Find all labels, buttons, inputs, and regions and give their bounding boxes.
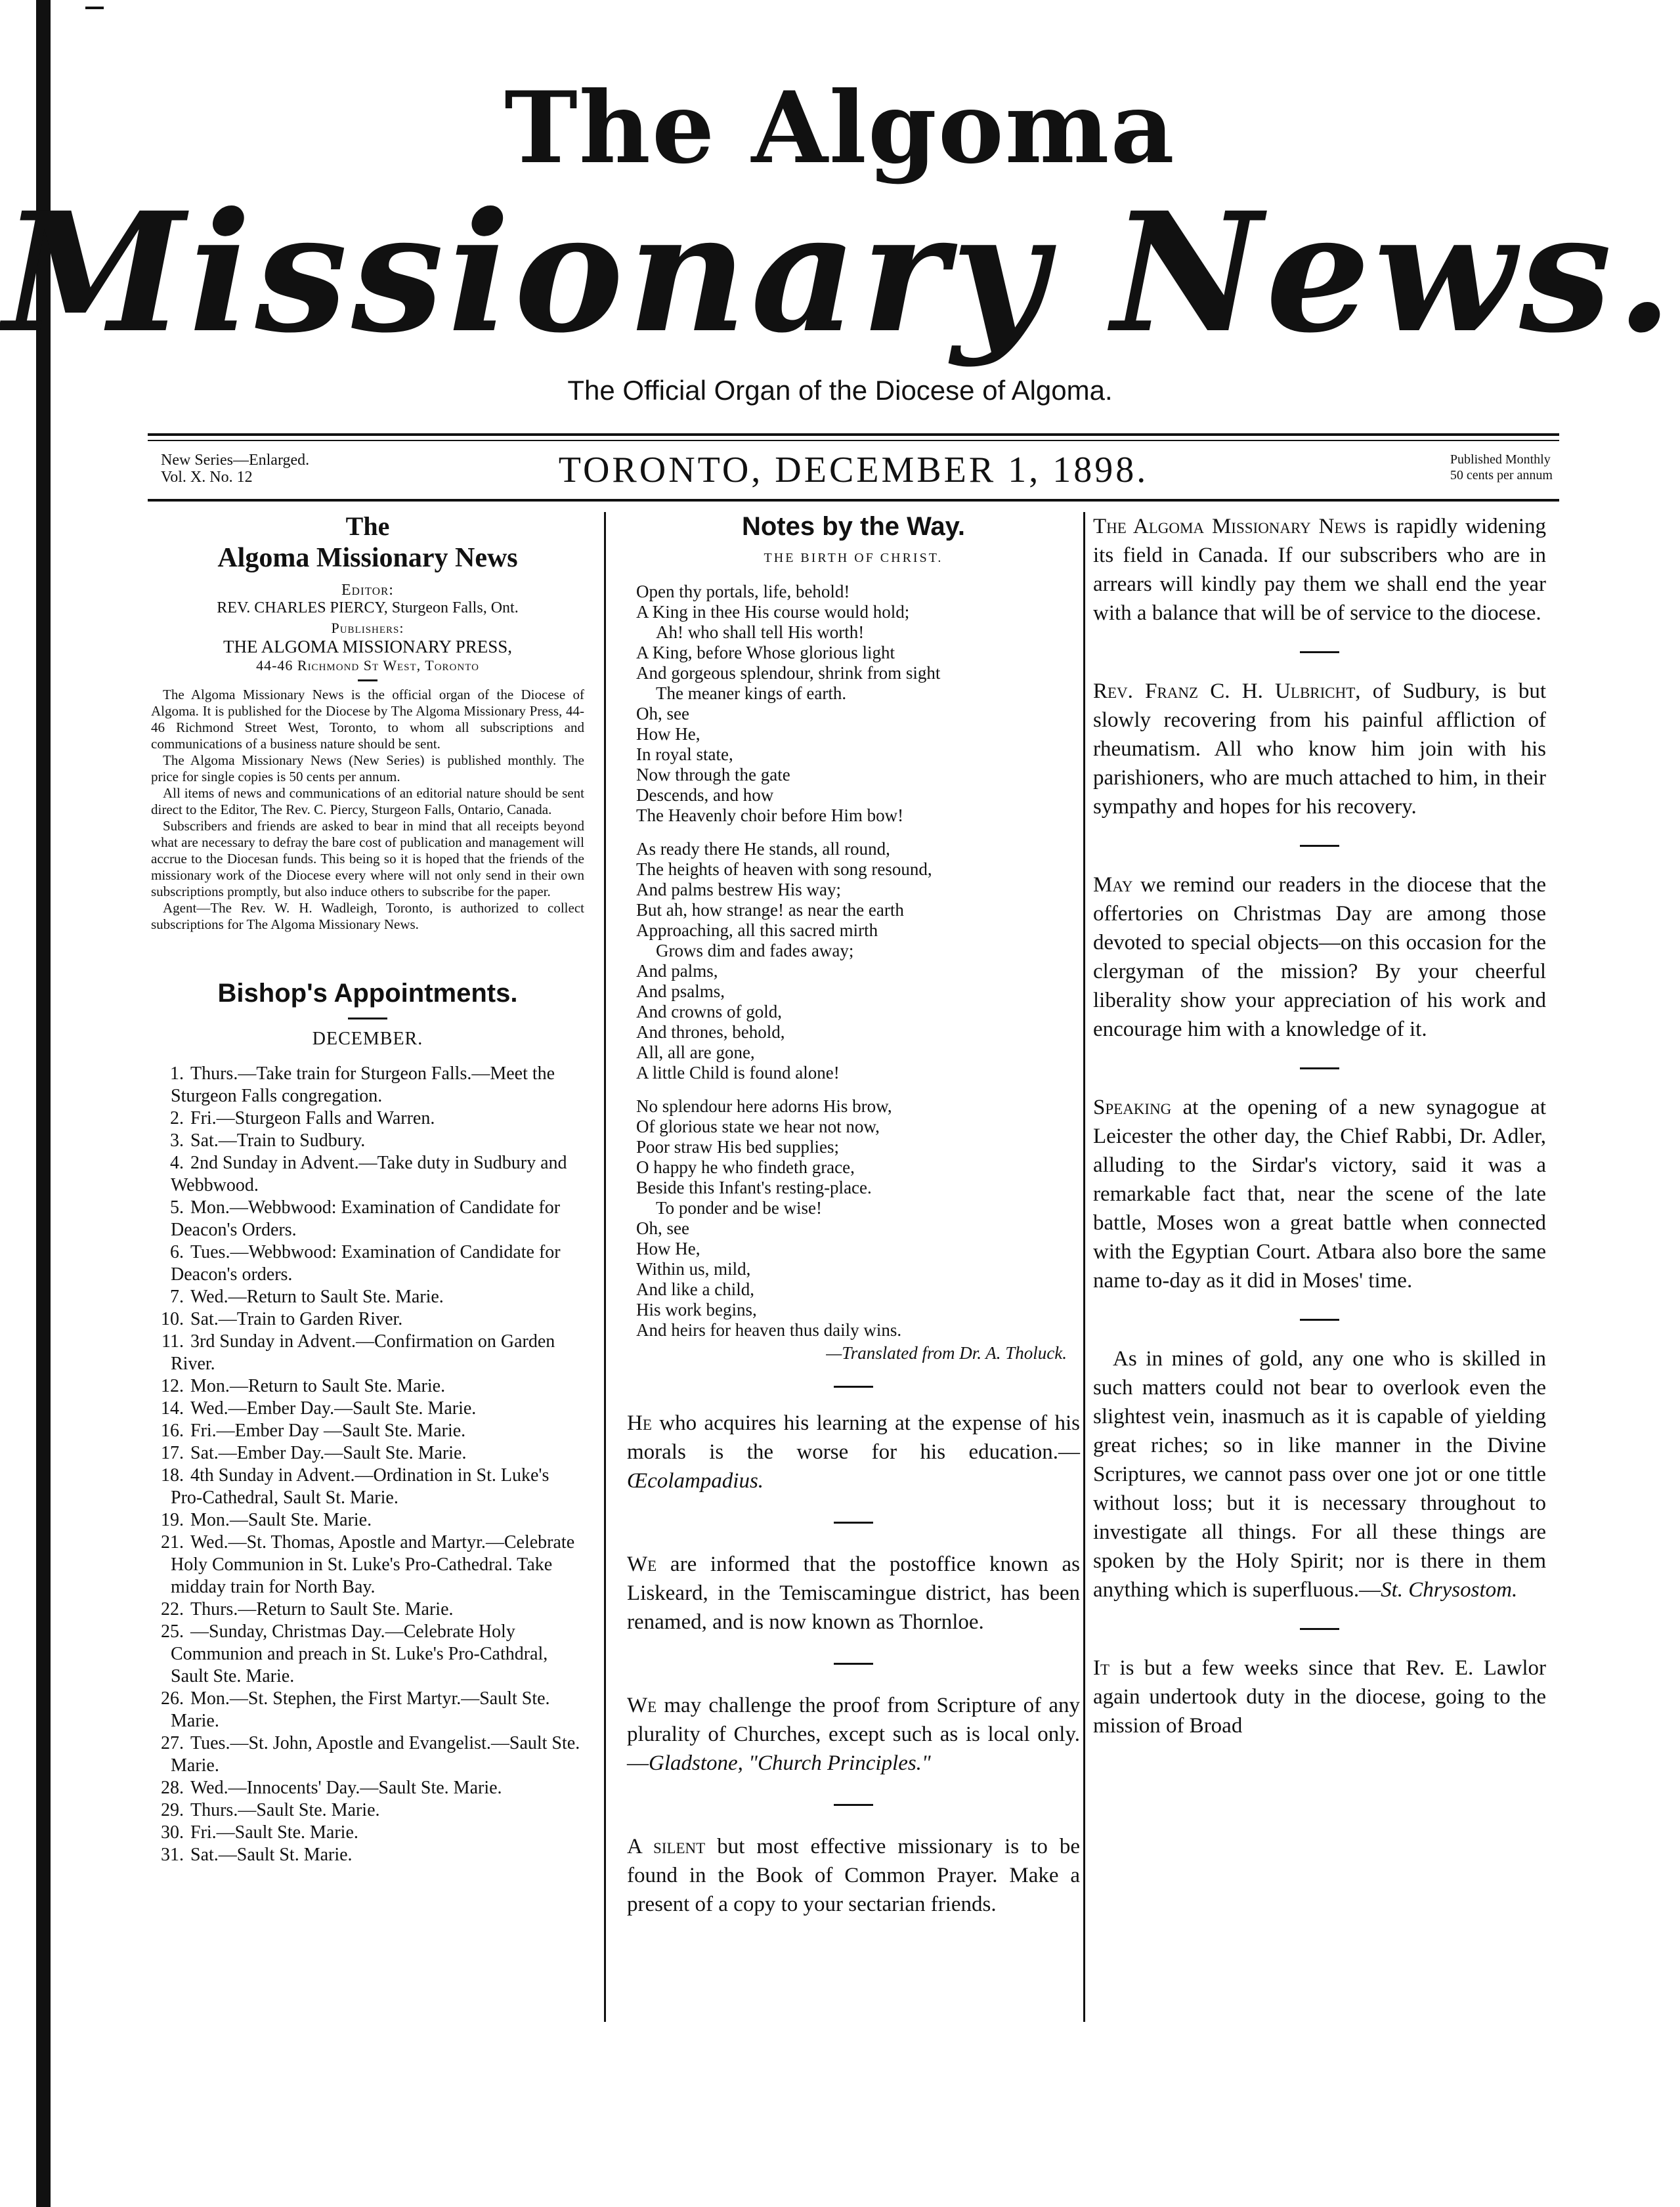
appointment-text: Fri.—Ember Day —Sault Ste. Marie. <box>190 1421 466 1441</box>
appointment-text: Sat.—Train to Sudbury. <box>190 1130 366 1151</box>
paragraph-subscribers <box>1093 512 1546 628</box>
poem-title: THE BIRTH OF CHRIST. <box>764 551 943 565</box>
lead-word: The Algoma Missionary News <box>1093 515 1366 538</box>
appointment-text: Thurs.—Sault Ste. Marie. <box>190 1800 380 1820</box>
heading-divider <box>348 1018 387 1019</box>
poem-line: No splendour here adorns His brow, <box>636 1096 892 1116</box>
section-divider <box>1300 845 1339 847</box>
subscription-price: 50 cents per annum <box>1450 468 1553 482</box>
poem-line: Oh, see <box>636 1218 689 1238</box>
appointment-item <box>151 1844 584 1866</box>
appointment-item <box>151 1509 584 1532</box>
lead-word: Speaking <box>1093 1096 1172 1119</box>
box-paragraph: The Algoma Missionary News (New Series) is published monthly. The price for single copies is 50 cents per annum. <box>151 752 584 784</box>
appointments-list <box>151 1063 584 1866</box>
appointment-item <box>151 1442 584 1465</box>
appointment-text: Mon.—Return to Sault Ste. Marie. <box>190 1376 446 1396</box>
appointment-item <box>151 1398 584 1420</box>
appointment-date: 5. <box>170 1197 184 1218</box>
box-paragraph: Agent—The Rev. W. H. Wadleigh, Toronto, is authorized to collect subscriptions for The Algoma Missionary News. <box>151 900 584 932</box>
poem-line: A little Child is found alone! <box>636 1063 840 1082</box>
appointment-text: Sat.—Ember Day.—Sault Ste. Marie. <box>190 1443 467 1463</box>
appointment-item <box>151 1732 584 1777</box>
section-divider <box>1300 651 1339 653</box>
box-paragraph: The Algoma Missionary News is the official organ of the Diocese of Algoma. It is published for the Diocese by The Algoma Missionary Press, 44-46 Richmond Street West, Toronto, to whom all subscriptions and communications of a business nature should be sent. <box>151 687 584 752</box>
appointment-date: 16. <box>161 1421 184 1441</box>
poem-line: To ponder and be wise! <box>656 1198 823 1218</box>
appointment-item <box>151 1799 584 1822</box>
paragraph-body: who acquires his learning at the expense of his morals is the worse for his education.— <box>627 1411 1080 1464</box>
section-divider <box>834 1522 873 1524</box>
poem-line: And heirs for heaven thus daily wins. <box>636 1320 902 1340</box>
appointment-date: 11. <box>162 1331 184 1352</box>
appointment-date: 14. <box>161 1398 184 1419</box>
appointment-item <box>151 1286 584 1308</box>
poem-line: Grows dim and fades away; <box>656 941 854 960</box>
poem-line: The Heavenly choir before Him bow! <box>636 805 904 825</box>
appointment-text: Mon.—St. Stephen, the First Martyr.—Sault Ste. Marie. <box>171 1688 550 1731</box>
paragraph-offertories <box>1093 870 1546 1044</box>
appointment-text: Mon.—Sault Ste. Marie. <box>190 1510 372 1530</box>
appointment-item <box>151 1375 584 1398</box>
poem-line: All, all are gone, <box>636 1042 755 1062</box>
lead-word: A silent <box>627 1835 706 1858</box>
appointment-date: 2. <box>170 1108 184 1128</box>
appointment-date: 6. <box>170 1242 184 1262</box>
paragraph-postoffice <box>627 1550 1080 1637</box>
appointment-item <box>151 1777 584 1799</box>
column-3 <box>1093 512 1546 1740</box>
publishers-label: Publishers: <box>331 620 404 636</box>
poem-stanza-3 <box>636 1096 1080 1340</box>
appointment-item <box>151 1308 584 1331</box>
box-title: Algoma Missionary News <box>217 543 518 573</box>
poem-line: And palms, <box>636 961 718 981</box>
appointment-date: 25. <box>161 1621 184 1642</box>
paragraph-body: are informed that the postoffice known as Liskeard, in the Temiscamingue district, has been renamed, and is now known as Thornloe. <box>627 1553 1080 1634</box>
notes-heading: Notes by the Way. <box>741 512 966 541</box>
lead-word: We <box>627 1694 657 1717</box>
appointment-date: 7. <box>170 1287 184 1307</box>
poem-line: Ah! who shall tell His worth! <box>656 622 865 642</box>
citation: Œcolampadius. <box>627 1469 764 1493</box>
poem-line: Beside this Infant's resting-place. <box>636 1178 872 1197</box>
section-divider <box>834 1804 873 1806</box>
appointment-date: 18. <box>161 1465 184 1486</box>
paragraph-prayer-book <box>627 1832 1080 1919</box>
series-label: New Series—Enlarged. <box>161 452 310 469</box>
appointment-text: Thurs.—Return to Sault Ste. Marie. <box>190 1599 454 1619</box>
appointment-text: 4th Sunday in Advent.—Ordination in St. Luke's Pro-Cathedral, Sault St. Marie. <box>171 1465 549 1508</box>
box-title-the: The <box>345 511 390 541</box>
appointment-text: —Sunday, Christmas Day.—Celebrate Holy Communion and preach in St. Luke's Pro-Cathdral, Sault Ste. Marie. <box>171 1621 548 1686</box>
column-2 <box>627 512 1080 1919</box>
paragraph-body: As in mines of gold, any one who is skilled in such matters could not bear to overlook even the slightest vein, inasmuch as it is capable of yielding great riches; so in like manner in the Divine Scriptures, we cannot pass over one jot or one tittle without loss; but it is necessary throughout to investigate all things. For all these things are spoken by the Holy Spirit; nor is there in them anything which is superfluous.— <box>1093 1347 1546 1602</box>
appointment-item <box>151 1822 584 1844</box>
poem-line: The heights of heaven with song resound, <box>636 859 932 879</box>
appointment-text: Fri.—Sturgeon Falls and Warren. <box>190 1108 435 1128</box>
masthead-box-text <box>151 687 584 933</box>
paragraph-body: we remind our readers in the diocese that the offertories on Christmas Day are among those devoted to special objects—on this occasion for the clergyman of the mission? By your cheerful liberality show your appreciation of his work and encourage him with a knowledge of it. <box>1093 873 1546 1041</box>
appointment-date: 17. <box>161 1443 184 1463</box>
appointment-text: Sat.—Train to Garden River. <box>190 1309 403 1329</box>
appointment-text: Sat.—Sault St. Marie. <box>190 1845 353 1865</box>
poem-line: Oh, see <box>636 704 689 723</box>
box-paragraph: Subscribers and friends are asked to bear in mind that all receipts beyond what are necessary to defray the bare cost of publication and management will accrue to the Diocesan funds. This being so it is hoped that the friends of the missionary work of the Diocese every where will not only send in their own subscriptions promptly, but also induce others to subscribe for the paper. <box>151 818 584 899</box>
poem-stanza-2 <box>636 839 1080 1083</box>
appointment-date: 22. <box>161 1599 184 1619</box>
appointment-date: 10. <box>161 1309 184 1329</box>
appointment-item <box>151 1331 584 1375</box>
section-divider <box>1300 1319 1339 1321</box>
section-divider <box>1300 1067 1339 1069</box>
appointment-date: 27. <box>161 1733 184 1753</box>
citation: Gladstone, "Church Principles." <box>649 1751 931 1775</box>
poem-line: Now through the gate <box>636 765 790 784</box>
published-monthly: Published Monthly <box>1450 452 1551 467</box>
paragraph-body: is rapidly widening its field in Canada. If our subscribers who are in arrears will kindly pay them we shall end the year with a balance that will be of service to the diocese. <box>1093 515 1546 625</box>
column-1 <box>151 512 584 1866</box>
poem-stanza-1 <box>636 582 1080 826</box>
poem-line: Of glorious state we hear not now, <box>636 1117 880 1136</box>
masthead-rule-top <box>148 433 1559 436</box>
appointment-date: 19. <box>161 1510 184 1530</box>
poem-line: Poor straw His bed supplies; <box>636 1137 839 1157</box>
appointment-date: 4. <box>170 1153 184 1173</box>
box-paragraph: All items of news and communications of an editorial nature should be sent direct to the Editor, The Rev. C. Piercy, Sturgeon Falls, Ontario, Canada. <box>151 785 584 817</box>
citation: St. Chrysostom. <box>1381 1578 1518 1602</box>
appointment-date: 21. <box>161 1532 184 1553</box>
section-divider <box>834 1663 873 1665</box>
poem-line: In royal state, <box>636 744 733 764</box>
section-divider <box>834 1386 873 1388</box>
appointments-heading: Bishop's Appointments. <box>217 979 518 1008</box>
column-divider-1 <box>604 512 606 2022</box>
appointment-text: Mon.—Webbwood: Examination of Candidate for Deacon's Orders. <box>171 1197 561 1240</box>
appointment-item <box>151 1107 584 1130</box>
volume-label: Vol. X. No. 12 <box>161 469 253 486</box>
appointments-month: DECEMBER. <box>312 1029 423 1049</box>
poem-line: And psalms, <box>636 981 725 1001</box>
poem-line: And gorgeous splendour, shrink from sight <box>636 663 941 683</box>
appointment-text: Wed.—Return to Sault Ste. Marie. <box>190 1287 444 1307</box>
appointment-date: 3. <box>170 1130 184 1151</box>
appointment-date: 30. <box>161 1822 184 1843</box>
column-divider-2 <box>1083 512 1085 2022</box>
appointment-text: Tues.—Webbwood: Examination of Candidate for Deacon's orders. <box>171 1242 561 1285</box>
paragraph-body: but most effective missionary is to be found in the Book of Common Prayer. Make a present of a copy to your sectarian friends. <box>627 1835 1080 1916</box>
masthead-rule-top-thin <box>148 440 1559 441</box>
appointment-item <box>151 1152 584 1197</box>
scan-mark <box>85 7 104 9</box>
paragraph-lawlor <box>1093 1654 1546 1740</box>
appointment-text: Wed.—Ember Day.—Sault Ste. Marie. <box>190 1398 477 1419</box>
paragraph-body: is but a few weeks since that Rev. E. Lawlor again undertook duty in the diocese, going to the mission of Broad <box>1093 1656 1546 1738</box>
poem-attribution: —Translated from Dr. A. Tholuck. <box>826 1343 1067 1363</box>
appointment-item <box>151 1197 584 1241</box>
lead-word: May <box>1093 873 1133 897</box>
appointment-text: Wed.—St. Thomas, Apostle and Martyr.—Celebrate Holy Communion in St. Luke's Pro-Cathedral. Take midday train for North Bay. <box>171 1532 575 1597</box>
appointment-text: 2nd Sunday in Advent.—Take duty in Sudbury and Webbwood. <box>171 1153 567 1195</box>
appointment-date: 12. <box>161 1376 184 1396</box>
appointment-item <box>151 1688 584 1732</box>
poem-line: How He, <box>636 1239 700 1258</box>
paragraph-body: at the opening of a new synagogue at Leicester the other day, the Chief Rabbi, Dr. Adler, alluding to the Sirdar's victory, said it was a remarkable fact that, near the scene of the late battle, Moses won a great battle when connected with the Egyptian Court. Atbara also bore the same name to-day as it did in Moses' time. <box>1093 1096 1546 1293</box>
dateline <box>148 446 1559 499</box>
poem-line: And palms bestrew His way; <box>636 880 841 899</box>
poem-line: His work begins, <box>636 1300 757 1319</box>
appointment-date: 26. <box>161 1688 184 1709</box>
poem-line: As ready there He stands, all round, <box>636 839 890 859</box>
paragraph-learning <box>627 1409 1080 1495</box>
poem-line: Open thy portals, life, behold! <box>636 582 850 601</box>
appointment-text: Thurs.—Take train for Sturgeon Falls.—Meet the Sturgeon Falls congregation. <box>171 1063 555 1106</box>
lead-word: We <box>627 1553 657 1576</box>
poem <box>627 582 1080 1363</box>
masthead-subtitle: The Official Organ of the Diocese of Algoma. <box>567 375 1113 406</box>
paragraph-ulbricht <box>1093 677 1546 821</box>
poem-line: A King, before Whose glorious light <box>636 643 895 662</box>
publication-info <box>1450 452 1553 483</box>
masthead-line-1: The Algoma <box>504 70 1176 186</box>
poem-line: O happy he who findeth grace, <box>636 1157 855 1177</box>
poem-line: The meaner kings of earth. <box>656 683 847 703</box>
appointment-text: Wed.—Innocents' Day.—Sault Ste. Marie. <box>190 1778 502 1798</box>
poem-line: But ah, how strange! as near the earth <box>636 900 904 920</box>
appointment-item <box>151 1532 584 1598</box>
editor-name: REV. CHARLES PIERCY, Sturgeon Falls, Ont. <box>217 599 519 616</box>
dateline-rule <box>148 499 1559 502</box>
appointment-date: 1. <box>170 1063 184 1084</box>
poem-line: How He, <box>636 724 700 744</box>
editor-label: Editor: <box>341 582 394 599</box>
appointment-item <box>151 1241 584 1286</box>
appointment-item <box>151 1130 584 1152</box>
lead-word: It <box>1093 1656 1110 1680</box>
section-divider <box>1300 1628 1339 1630</box>
appointment-item <box>151 1465 584 1509</box>
appointment-text: 3rd Sunday in Advent.—Confirmation on Garden River. <box>171 1331 555 1374</box>
paragraph-churches <box>627 1691 1080 1778</box>
appointment-item <box>151 1621 584 1688</box>
lead-word: Rev. Franz C. H. Ulbricht, <box>1093 679 1361 703</box>
paragraph-synagogue <box>1093 1093 1546 1295</box>
paragraph-scriptures <box>1093 1344 1546 1604</box>
appointment-item <box>151 1063 584 1107</box>
paragraph-body: of Sudbury, is but slowly recovering from his painful affliction of rheumatism. All who know him join with his parishioners, who are much attached to him, in their sympathy and hopes for his recovery. <box>1093 679 1547 819</box>
appointment-text: Fri.—Sault Ste. Marie. <box>190 1822 358 1843</box>
publisher-name: THE ALGOMA MISSIONARY PRESS, <box>223 637 513 656</box>
appointment-date: 29. <box>161 1800 184 1820</box>
appointment-date: 31. <box>161 1845 184 1865</box>
lead-word: He <box>627 1411 652 1435</box>
poem-line: Within us, mild, <box>636 1259 751 1279</box>
publisher-address: 44-46 Richmond St West, Toronto <box>256 657 479 674</box>
box-divider <box>358 679 377 681</box>
poem-line: Descends, and how <box>636 785 774 805</box>
appointment-date: 28. <box>161 1778 184 1798</box>
poem-line: Approaching, all this sacred mirth <box>636 920 878 940</box>
poem-line: And thrones, behold, <box>636 1022 785 1042</box>
appointment-item <box>151 1598 584 1621</box>
appointment-item <box>151 1420 584 1442</box>
poem-line: And crowns of gold, <box>636 1002 782 1021</box>
issue-date: TORONTO, DECEMBER 1, 1898. <box>558 450 1149 490</box>
appointment-text: Tues.—St. John, Apostle and Evangelist.—Sault Ste. Marie. <box>171 1733 580 1776</box>
poem-line: And like a child, <box>636 1279 754 1299</box>
poem-line: A King in thee His course would hold; <box>636 602 910 622</box>
masthead-title: Missionary News. <box>3 176 1677 369</box>
paragraph-body: may challenge the proof from Scripture of any plurality of Churches, except such as is local only.— <box>627 1694 1080 1775</box>
